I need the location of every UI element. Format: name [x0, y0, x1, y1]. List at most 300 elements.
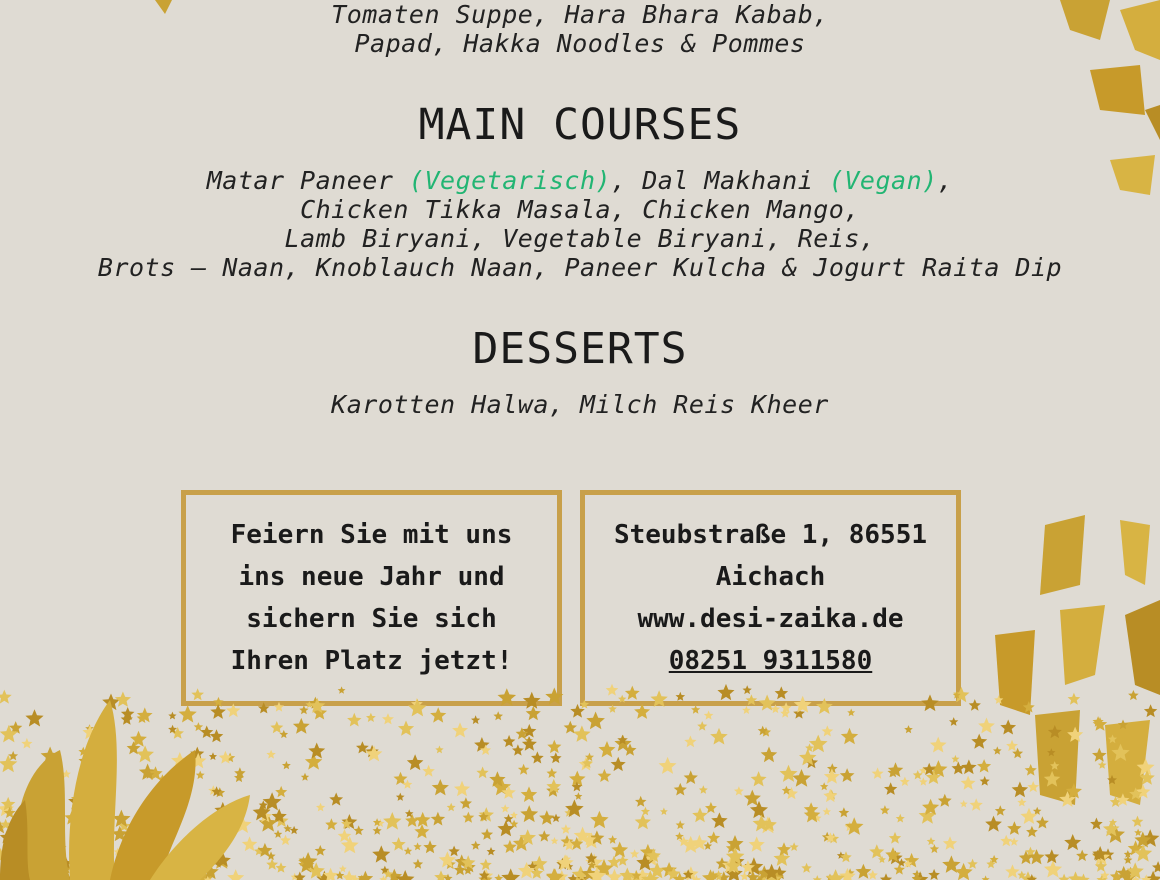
star-confetti-piece: [813, 875, 822, 880]
website-link[interactable]: www.desi-zaika.de: [637, 604, 904, 634]
star-confetti-piece: [209, 752, 217, 760]
star-confetti-piece: [1023, 701, 1035, 712]
star-confetti-piece: [479, 869, 493, 880]
star-confetti-piece: [342, 814, 358, 829]
star-confetti-piece: [1103, 821, 1120, 837]
star-confetti-piece: [913, 770, 923, 779]
star-confetti-piece: [305, 753, 322, 770]
star-confetti-piece: [1, 797, 16, 811]
star-confetti-piece: [196, 771, 205, 780]
star-confetti-piece: [888, 767, 899, 777]
star-confetti-piece: [415, 812, 431, 827]
star-confetti-piece: [704, 842, 713, 850]
star-confetti-piece: [26, 804, 42, 819]
star-confetti-piece: [168, 725, 177, 734]
star-confetti-piece: [697, 721, 707, 731]
star-confetti-piece: [574, 827, 592, 844]
star-confetti-piece: [266, 859, 278, 870]
star-confetti-piece: [79, 754, 94, 768]
star-confetti-piece: [904, 859, 913, 868]
star-confetti-piece: [454, 864, 466, 876]
star-confetti-piece: [846, 868, 855, 877]
star-confetti-piece: [1025, 764, 1037, 776]
star-confetti-piece: [443, 874, 452, 880]
star-confetti-piece: [978, 718, 995, 734]
star-confetti-piece: [824, 768, 840, 783]
star-confetti-piece: [691, 835, 707, 851]
star-confetti-piece: [682, 836, 700, 853]
star-confetti-piece: [121, 707, 135, 720]
star-confetti-piece: [582, 758, 593, 768]
star-confetti-piece: [826, 874, 834, 880]
star-confetti-piece: [259, 810, 272, 823]
star-confetti-piece: [1006, 740, 1018, 751]
star-confetti-piece: [219, 751, 232, 764]
star-confetti-piece: [0, 848, 9, 863]
star-confetti-piece: [919, 807, 937, 824]
star-confetti-piece: [161, 862, 174, 875]
star-confetti-piece: [394, 772, 408, 785]
star-confetti-piece: [1059, 791, 1076, 807]
star-confetti-piece: [16, 874, 25, 880]
star-confetti-piece: [21, 865, 37, 880]
star-confetti-piece: [649, 862, 666, 878]
star-confetti-piece: [1106, 825, 1125, 843]
star-confetti-piece: [1109, 818, 1117, 826]
star-confetti-piece: [704, 711, 714, 720]
star-confetti-piece: [40, 774, 59, 792]
star-confetti-piece: [556, 858, 568, 870]
star-confetti-piece: [792, 769, 811, 787]
star-confetti-piece: [888, 762, 904, 777]
star-confetti-piece: [301, 773, 309, 781]
star-confetti-piece: [675, 832, 684, 840]
star-confetti-piece: [71, 793, 82, 803]
star-confetti-piece: [919, 767, 927, 775]
star-confetti-piece: [97, 869, 114, 880]
star-confetti-piece: [705, 802, 717, 813]
star-confetti-piece: [527, 861, 537, 871]
star-confetti-piece: [1110, 796, 1121, 807]
star-confetti-piece: [1019, 851, 1033, 865]
star-confetti-piece: [259, 800, 268, 809]
star-confetti-piece: [90, 869, 99, 878]
star-confetti-piece: [27, 858, 45, 875]
star-confetti-piece: [299, 852, 318, 870]
star-confetti-piece: [452, 722, 468, 737]
star-confetti-piece: [356, 741, 369, 753]
star-confetti-piece: [519, 829, 536, 845]
star-confetti-piece: [423, 840, 437, 853]
star-confetti-piece: [745, 857, 764, 875]
star-confetti-piece: [661, 862, 677, 877]
invite-line: Feiern Sie mit uns: [230, 520, 513, 550]
star-confetti-piece: [707, 831, 720, 843]
star-confetti-piece: [1044, 860, 1062, 877]
star-confetti-piece: [617, 855, 629, 866]
star-confetti-piece: [1144, 704, 1157, 717]
star-confetti-piece: [171, 752, 188, 769]
star-confetti-piece: [126, 850, 135, 858]
star-confetti-piece: [91, 746, 103, 757]
star-confetti-piece: [1033, 807, 1042, 815]
star-confetti-piece: [742, 706, 751, 714]
star-confetti-piece: [358, 871, 374, 880]
star-confetti-piece: [878, 856, 886, 863]
star-confetti-piece: [590, 811, 608, 829]
star-confetti-piece: [62, 770, 71, 779]
star-confetti-piece: [538, 830, 550, 841]
star-confetti-piece: [1095, 860, 1107, 872]
star-confetti-piece: [765, 873, 778, 880]
star-confetti-piece: [136, 745, 154, 762]
star-confetti-piece: [960, 800, 968, 808]
star-confetti-piece: [494, 874, 503, 880]
star-confetti-piece: [574, 792, 582, 800]
star-confetti-piece: [1110, 870, 1123, 880]
star-confetti-piece: [137, 713, 148, 723]
star-confetti-piece: [69, 845, 79, 855]
star-confetti-piece: [0, 821, 7, 833]
star-confetti-piece: [1117, 866, 1131, 879]
star-confetti-piece: [275, 786, 287, 797]
star-confetti-piece: [961, 776, 976, 790]
address-line-1: Steubstraße 1, 86551: [613, 520, 928, 550]
star-confetti-piece: [531, 856, 548, 872]
invite-box: [181, 490, 562, 706]
star-confetti-piece: [837, 851, 845, 859]
star-confetti-piece: [607, 856, 620, 869]
star-confetti-piece: [1093, 716, 1104, 727]
star-confetti-piece: [1111, 744, 1129, 761]
star-confetti-piece: [11, 860, 20, 869]
star-confetti-piece: [773, 866, 787, 879]
star-confetti-piece: [54, 842, 67, 854]
star-confetti-piece: [312, 705, 327, 719]
dish-text: Matar Paneer: [206, 166, 409, 195]
star-confetti-piece: [137, 820, 152, 834]
star-confetti-piece: [692, 875, 702, 880]
star-confetti-piece: [949, 717, 958, 726]
star-confetti-piece: [919, 777, 928, 785]
star-confetti-piece: [546, 868, 564, 880]
star-confetti-piece: [471, 715, 480, 724]
star-confetti-piece: [200, 726, 213, 739]
dish-text: , Dal Makhani: [611, 166, 829, 195]
star-confetti-piece: [1134, 829, 1142, 836]
star-confetti-piece: [751, 771, 767, 786]
star-confetti-piece: [493, 711, 503, 720]
star-confetti-piece: [479, 870, 490, 880]
star-confetti-piece: [132, 865, 143, 876]
star-confetti-piece: [15, 849, 30, 863]
star-confetti-piece: [889, 832, 901, 844]
star-confetti-piece: [758, 726, 768, 736]
star-confetti-piece: [1021, 808, 1038, 824]
star-confetti-piece: [25, 709, 43, 726]
star-confetti-piece: [769, 870, 784, 880]
star-confetti-piece: [1128, 690, 1139, 700]
star-confetti-piece: [982, 875, 990, 880]
star-confetti-piece: [565, 863, 573, 871]
star-confetti-piece: [611, 757, 626, 771]
star-confetti-piece: [351, 875, 360, 880]
star-confetti-piece: [263, 792, 282, 810]
star-confetti-piece: [148, 766, 162, 780]
star-confetti-piece: [270, 721, 283, 733]
star-confetti-piece: [147, 871, 163, 880]
star-confetti-piece: [793, 708, 805, 719]
star-confetti-piece: [683, 866, 698, 880]
star-confetti-piece: [912, 873, 925, 880]
star-confetti-piece: [525, 736, 533, 744]
star-confetti-piece: [18, 848, 27, 857]
star-confetti-piece: [204, 841, 223, 859]
star-confetti-piece: [497, 820, 514, 836]
star-confetti-piece: [0, 801, 14, 817]
star-confetti-piece: [757, 865, 772, 880]
star-confetti-piece: [387, 869, 403, 880]
star-confetti-piece: [48, 833, 63, 848]
star-confetti-piece: [1044, 849, 1059, 863]
star-confetti-piece: [641, 807, 650, 816]
star-confetti-piece: [276, 862, 287, 872]
star-confetti-piece: [1092, 850, 1103, 860]
star-confetti-piece: [233, 816, 251, 834]
star-confetti-piece: [298, 856, 309, 866]
star-confetti-piece: [822, 832, 833, 842]
star-confetti-piece: [454, 781, 470, 796]
star-confetti-piece: [765, 871, 781, 880]
star-confetti-piece: [1108, 735, 1117, 744]
star-confetti-piece: [104, 860, 121, 876]
star-confetti-piece: [293, 718, 310, 734]
star-confetti-piece: [684, 770, 698, 784]
star-confetti-piece: [379, 875, 387, 880]
star-confetti-piece: [85, 724, 94, 732]
phone-link[interactable]: 08251 9311580: [668, 646, 873, 676]
star-confetti-piece: [32, 810, 47, 824]
star-confetti-piece: [383, 869, 393, 878]
star-confetti-piece: [0, 755, 17, 773]
star-confetti-piece: [1048, 725, 1062, 738]
star-confetti-piece: [1116, 793, 1129, 806]
star-confetti-piece: [828, 833, 839, 843]
dish-text: ,: [937, 166, 954, 195]
star-confetti-piece: [25, 829, 36, 839]
star-confetti-piece: [619, 868, 635, 880]
star-confetti-piece: [163, 801, 177, 814]
star-confetti-piece: [942, 855, 960, 873]
star-confetti-piece: [214, 802, 231, 818]
star-confetti-piece: [868, 870, 878, 880]
star-confetti-piece: [227, 869, 244, 880]
desserts-list: [0, 390, 1160, 419]
star-confetti-piece: [825, 832, 836, 842]
star-confetti-piece: [95, 847, 104, 856]
star-confetti-piece: [961, 759, 976, 774]
star-confetti-piece: [242, 836, 257, 851]
star-confetti-piece: [929, 760, 947, 777]
star-confetti-piece: [1145, 871, 1160, 880]
star-confetti-piece: [234, 773, 244, 783]
star-confetti-piece: [888, 851, 903, 865]
star-confetti-piece: [1098, 761, 1107, 769]
star-confetti-piece: [376, 819, 385, 827]
star-confetti-piece: [487, 847, 496, 855]
star-confetti-piece: [112, 810, 130, 827]
star-confetti-piece: [660, 808, 668, 816]
star-confetti-piece: [503, 735, 516, 747]
star-confetti-piece: [847, 709, 855, 717]
star-confetti-piece: [1064, 834, 1081, 850]
star-confetti-piece: [354, 825, 364, 835]
star-confetti-piece: [884, 782, 897, 795]
star-confetti-piece: [0, 690, 12, 704]
desserts-heading: DESSERTS: [472, 324, 688, 374]
star-confetti-piece: [1128, 840, 1144, 855]
star-confetti-piece: [23, 820, 40, 836]
star-confetti-piece: [479, 807, 494, 822]
star-confetti-piece: [197, 834, 215, 851]
star-confetti-piece: [928, 869, 940, 880]
star-confetti-piece: [512, 744, 524, 755]
star-confetti-piece: [130, 731, 147, 747]
star-confetti-piece: [422, 765, 435, 777]
star-confetti-piece: [547, 740, 561, 753]
star-confetti-piece: [750, 801, 768, 818]
star-confetti-piece: [699, 785, 708, 794]
gold-leaf-decoration-bottom-right: [985, 515, 1160, 815]
star-confetti-piece: [267, 851, 276, 860]
star-confetti-piece: [531, 751, 544, 763]
star-confetti-piece: [266, 750, 275, 759]
star-confetti-piece: [256, 804, 271, 818]
star-confetti-piece: [691, 705, 700, 714]
star-confetti-piece: [551, 837, 559, 844]
gold-palm-decoration-bottom-left: [0, 690, 260, 880]
star-confetti-piece: [225, 753, 235, 763]
star-confetti-piece: [21, 738, 32, 749]
star-confetti-piece: [0, 725, 18, 743]
star-confetti-piece: [399, 874, 410, 880]
star-confetti-piece: [970, 798, 983, 811]
star-confetti-piece: [912, 870, 922, 879]
star-confetti-piece: [17, 866, 29, 878]
star-confetti-piece: [804, 807, 821, 823]
star-confetti-piece: [463, 866, 472, 875]
star-confetti-piece: [341, 836, 359, 853]
star-confetti-piece: [839, 807, 850, 817]
star-confetti-piece: [210, 704, 226, 719]
star-confetti-piece: [53, 845, 65, 856]
star-confetti-piece: [957, 865, 969, 876]
star-confetti-piece: [716, 857, 729, 869]
star-confetti-piece: [951, 755, 959, 763]
star-confetti-piece: [396, 870, 415, 880]
star-confetti-piece: [667, 869, 679, 880]
star-confetti-piece: [702, 869, 719, 880]
star-confetti-piece: [510, 820, 519, 828]
star-confetti-piece: [520, 805, 538, 822]
star-confetti-piece: [404, 847, 413, 855]
star-confetti-piece: [684, 736, 696, 748]
star-confetti-piece: [827, 763, 838, 773]
star-confetti-piece: [643, 850, 660, 866]
star-confetti-piece: [607, 869, 623, 880]
star-confetti-piece: [632, 871, 642, 880]
star-confetti-piece: [325, 818, 337, 830]
star-confetti-piece: [22, 845, 36, 859]
star-confetti-piece: [145, 770, 154, 779]
star-confetti-piece: [176, 871, 193, 880]
star-confetti-piece: [139, 764, 156, 780]
star-confetti-piece: [1139, 770, 1154, 785]
star-confetti-piece: [37, 861, 54, 877]
star-confetti-piece: [570, 837, 583, 850]
star-confetti-piece: [761, 727, 771, 737]
star-confetti-piece: [1025, 847, 1036, 857]
star-confetti-piece: [185, 872, 198, 880]
star-confetti-piece: [869, 844, 884, 858]
star-confetti-piece: [357, 875, 366, 880]
star-confetti-piece: [478, 872, 492, 880]
star-confetti-piece: [1068, 871, 1083, 880]
star-confetti-piece: [4, 807, 16, 818]
star-confetti-piece: [463, 812, 475, 823]
star-confetti-piece: [710, 728, 728, 745]
star-confetti-piece: [823, 789, 837, 802]
star-confetti-piece: [585, 854, 603, 871]
star-confetti-piece: [215, 787, 226, 797]
star-confetti-piece: [994, 695, 1003, 704]
star-confetti-piece: [1092, 846, 1108, 861]
star-confetti-piece: [1134, 844, 1152, 861]
star-confetti-piece: [1044, 771, 1061, 787]
star-confetti-piece: [373, 826, 382, 835]
star-confetti-piece: [563, 855, 571, 863]
star-confetti-piece: [555, 870, 568, 880]
star-confetti-piece: [546, 779, 561, 793]
star-confetti-piece: [930, 844, 939, 853]
gold-star-confetti: [0, 680, 1160, 880]
star-confetti-piece: [856, 864, 872, 879]
star-confetti-piece: [253, 803, 271, 820]
star-confetti-piece: [112, 826, 128, 841]
star-confetti-piece: [1027, 781, 1039, 792]
star-confetti-piece: [586, 712, 605, 730]
star-confetti-piece: [78, 862, 87, 871]
star-confetti-piece: [210, 729, 224, 742]
star-confetti-piece: [820, 782, 828, 790]
star-confetti-piece: [880, 873, 892, 880]
star-confetti-piece: [190, 747, 204, 760]
star-confetti-piece: [1036, 816, 1049, 828]
star-confetti-piece: [581, 866, 597, 880]
star-confetti-piece: [993, 746, 1002, 754]
star-confetti-piece: [127, 741, 141, 754]
star-confetti-piece: [930, 737, 947, 753]
star-confetti-piece: [478, 812, 489, 822]
star-confetti-piece: [1131, 875, 1140, 880]
star-confetti-piece: [547, 768, 558, 778]
star-confetti-piece: [782, 786, 791, 795]
main-courses-list: [0, 166, 1160, 282]
star-confetti-piece: [572, 866, 590, 880]
star-confetti-piece: [624, 744, 637, 756]
star-confetti-piece: [763, 864, 780, 880]
star-confetti-piece: [464, 861, 476, 873]
